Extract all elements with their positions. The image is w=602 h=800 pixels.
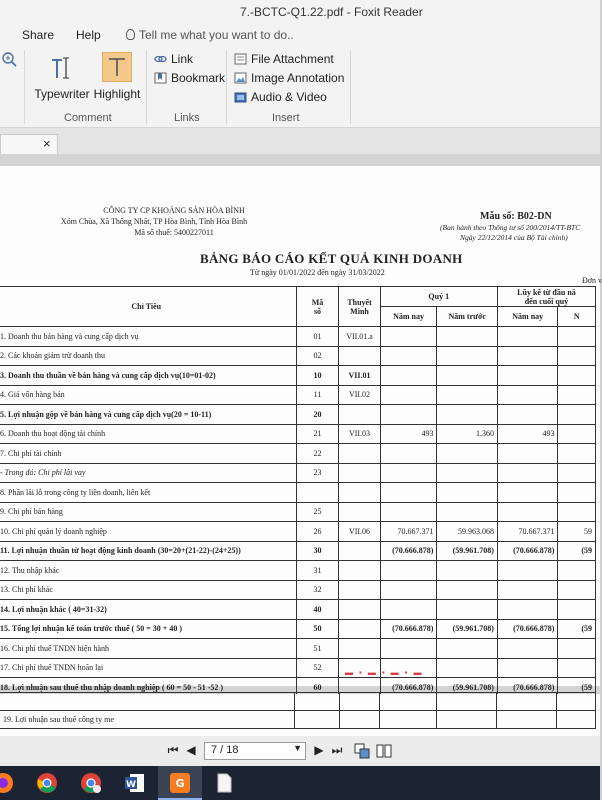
red-stamp-mark: ▬ ▪ ▬ ▪ ▬ ▪ ▬ xyxy=(345,668,424,677)
cell-label: 6. Doanh thu hoạt động tài chính xyxy=(0,424,296,444)
company-name: CÔNG TY CP KHOÁNG SẢN HÒA BÌNH xyxy=(103,206,245,215)
cell-y-prev xyxy=(558,561,596,581)
cell-label: 8. Phần lãi lỗ trong công ty liên doanh, liên kết xyxy=(0,483,296,503)
cell-y-now: 70.667.371 xyxy=(497,522,557,542)
cell-note xyxy=(339,405,380,425)
cell-label: 10. Chi phí quản lý doanh nghiệp xyxy=(0,522,296,542)
cell-label: 9. Chi phí bán hàng xyxy=(0,502,296,522)
cell-label: 2. Các khoản giảm trừ doanh thu xyxy=(0,346,296,366)
title-bar xyxy=(0,0,600,26)
header-quy: Quý 1 xyxy=(380,287,497,307)
link-icon xyxy=(154,53,167,65)
cell-note: VII.03 xyxy=(339,424,380,444)
cell-q-prev xyxy=(437,366,497,386)
firefox-icon[interactable] xyxy=(0,772,14,794)
cell-note xyxy=(339,483,380,503)
table-row xyxy=(0,639,596,659)
cell-code: 11 xyxy=(296,385,339,405)
table-row xyxy=(0,463,596,483)
cell-y-now: (70.666.878) xyxy=(497,678,557,698)
cell-label: 5. Lợi nhuận gộp về bán hàng và cung cấp dịch vụ(20 = 10-11) xyxy=(0,405,296,425)
cell-q-prev: 59.963.068 xyxy=(437,522,497,542)
header-luy-ke-line1: Lũy kế từ đầu nă xyxy=(517,287,576,297)
cell-note xyxy=(339,541,380,561)
menu-help[interactable]: Help xyxy=(76,28,101,42)
cell-y-prev xyxy=(558,502,596,522)
cell-note: VII.02 xyxy=(339,385,380,405)
cell-code xyxy=(296,483,339,503)
header-nam-truoc: Năm trước xyxy=(437,307,497,327)
cell-label: 3. Doanh thu thuần về bán hàng và cung cấp dịch vụ(10=01-02) xyxy=(0,366,296,386)
svg-text:G: G xyxy=(175,777,185,790)
link-label: Link xyxy=(171,52,194,66)
cell-label: 4. Giá vốn hàng bán xyxy=(0,385,296,405)
header-chi-tieu: Chỉ Tiêu xyxy=(0,287,296,327)
file-attachment-icon xyxy=(234,53,247,65)
table-row xyxy=(0,619,596,639)
cell-note xyxy=(339,463,380,483)
zoom-icon[interactable] xyxy=(0,50,18,68)
cell-y-now xyxy=(497,600,557,620)
cell-q-now: (70.666.878) xyxy=(380,541,437,561)
cell-note xyxy=(339,561,380,581)
cell-y-prev xyxy=(558,483,596,503)
cell-code: 31 xyxy=(296,561,339,581)
header-ma-so-line2: số xyxy=(313,306,322,316)
chevron-down-icon: ▼ xyxy=(293,743,302,753)
cell-q-prev: (59.961.708) xyxy=(437,619,497,639)
form-issued-date: Ngày 22/12/2014 của Bộ Tài chính) xyxy=(460,233,568,242)
header-nam-truoc-2: N xyxy=(558,307,596,327)
cell-q-now xyxy=(380,444,437,464)
cell-code: 02 xyxy=(296,346,339,366)
taskbar xyxy=(0,766,600,800)
cell-code: 52 xyxy=(296,658,339,678)
cell-q-prev xyxy=(437,405,497,425)
cell-code: 22 xyxy=(296,444,339,464)
cell-label: 1. Doanh thu bán hàng và cung cấp dịch vụ xyxy=(0,327,296,347)
cell-q-prev: (59.961.708) xyxy=(437,541,497,561)
cell-y-now xyxy=(497,405,557,425)
header-ma-so xyxy=(296,287,339,327)
document-viewer[interactable] xyxy=(0,154,600,736)
cell-code: 21 xyxy=(296,424,339,444)
cell-q-prev xyxy=(437,580,497,600)
cell-q-prev xyxy=(437,561,497,581)
cell-note xyxy=(339,619,380,639)
audio-video-button[interactable] xyxy=(234,90,330,105)
audio-video-label: Audio & Video xyxy=(251,90,327,104)
cell-code: 40 xyxy=(296,600,339,620)
cell-note xyxy=(339,600,380,620)
table-row xyxy=(0,541,596,561)
cell-q-prev xyxy=(437,385,497,405)
cell-q-prev xyxy=(437,463,497,483)
chrome-icon[interactable] xyxy=(36,772,58,794)
typewriter-label: Typewriter xyxy=(34,87,90,101)
comment-group-label: Comment xyxy=(64,112,112,124)
cell-q-prev xyxy=(437,502,497,522)
cell-q-now xyxy=(380,483,437,503)
cell-q-prev: 1.360 xyxy=(437,424,497,444)
last-page-icon[interactable]: ⏭ xyxy=(331,743,343,757)
table-row xyxy=(0,405,596,425)
cell-code: 51 xyxy=(296,639,339,659)
image-annotation-icon xyxy=(234,72,247,84)
table-row xyxy=(0,346,596,366)
cell-y-now xyxy=(497,366,557,386)
highlight-label: Highlight xyxy=(93,87,141,101)
header-nam-nay-2: Năm nay xyxy=(497,307,557,327)
cell-y-now: 493 xyxy=(497,424,557,444)
cell-y-now: (70.666.878) xyxy=(497,541,557,561)
table-row xyxy=(0,424,596,444)
cell-y-prev: (59 xyxy=(558,619,596,639)
table-row xyxy=(0,522,596,542)
cell-y-prev: (59 xyxy=(558,678,596,698)
document-tab-strip xyxy=(0,128,600,154)
form-number: Mẫu số: B02-DN xyxy=(480,211,552,222)
cell-label: 11. Lợi nhuận thuần từ hoạt động kinh doanh (30=20+(21-22)-(24+25)) xyxy=(0,541,296,561)
cell-code: 50 xyxy=(296,619,339,639)
cell-q-prev xyxy=(437,658,497,678)
form-issued-by: (Ban hành theo Thông tư số 200/2014/TT-BTC xyxy=(440,223,581,232)
cell-q-prev xyxy=(437,327,497,347)
cell-label: 12. Thu nhập khác xyxy=(0,561,296,581)
cell-label: 18. Lợi nhuận sau thuế thu nhập doanh nghiệp ( 60 = 50 - 51 -52 ) xyxy=(0,678,296,698)
cell-y-now xyxy=(497,385,557,405)
cell-code: 23 xyxy=(296,463,339,483)
cell-note: VII.01.a xyxy=(339,327,380,347)
cell-q-now xyxy=(380,463,437,483)
header-luy-ke xyxy=(497,287,595,307)
header-nam-nay: Năm nay xyxy=(380,307,437,327)
chrome-profile-icon[interactable] xyxy=(80,772,102,794)
table-row xyxy=(0,444,596,464)
link-button[interactable] xyxy=(154,52,214,67)
cell-y-prev xyxy=(558,463,596,483)
cell-note xyxy=(339,444,380,464)
cell-y-prev xyxy=(558,658,596,678)
cell-note xyxy=(339,346,380,366)
bookmark-label: Bookmark xyxy=(171,71,226,85)
table-row xyxy=(0,580,596,600)
table-row xyxy=(0,561,596,581)
highlight-button[interactable] xyxy=(94,50,140,106)
svg-text:W: W xyxy=(126,780,136,790)
file-icon[interactable] xyxy=(213,772,235,794)
menu-bar xyxy=(0,26,600,46)
cell-y-now xyxy=(497,561,557,581)
cell-y-now xyxy=(497,444,557,464)
table-row xyxy=(0,502,596,522)
highlight-icon xyxy=(106,56,128,78)
table-row xyxy=(0,600,596,620)
cell-q-now xyxy=(380,366,437,386)
table-body xyxy=(0,327,596,698)
company-address: Xóm Chùa, Xã Thống Nhất, TP Hòa Bình, Tỉnh Hòa Bình xyxy=(60,217,248,226)
cell-note: VII.06 xyxy=(339,522,380,542)
cell-q-now xyxy=(380,385,437,405)
cell-y-now xyxy=(497,658,557,678)
pdf-page xyxy=(0,166,602,692)
links-group-label: Links xyxy=(174,112,200,124)
cell-q-prev: (59.961.708) xyxy=(437,678,497,698)
cell-label: 15. Tổng lợi nhuận kế toán trước thuế ( 50 = 30 + 40 ) xyxy=(0,619,296,639)
cell-q-now xyxy=(380,600,437,620)
cell-y-prev: 59 xyxy=(558,522,596,542)
page-number-value: 7 / 18 xyxy=(211,744,239,756)
cell-note xyxy=(339,639,380,659)
word-icon[interactable] xyxy=(124,772,146,794)
bookmark-button[interactable] xyxy=(154,71,226,86)
highlight-icon-bg xyxy=(102,52,132,82)
cell-q-now xyxy=(380,327,437,347)
page-number-select[interactable] xyxy=(204,742,306,760)
cell-q-now: 70.667.371 xyxy=(380,522,437,542)
cell-code: 60 xyxy=(296,678,339,698)
table-row xyxy=(0,385,596,405)
cell-label: - Trong đó: Chi phí lãi vay xyxy=(0,463,296,483)
cell-q-now: (70.666.878) xyxy=(380,619,437,639)
cell-q-now xyxy=(380,580,437,600)
cell-code: 26 xyxy=(296,522,339,542)
foxit-icon[interactable] xyxy=(169,772,191,794)
document-tab[interactable] xyxy=(0,134,58,154)
unit-label: Đơn v xyxy=(582,276,602,285)
cell-y-prev xyxy=(558,346,596,366)
header-ma-so-line1: Mã xyxy=(311,297,324,307)
cell-y-now xyxy=(497,483,557,503)
typewriter-icon xyxy=(48,54,76,82)
cell-y-prev xyxy=(558,639,596,659)
next-page-row-label: 19. Lợi nhuận sau thuế công ty me xyxy=(0,711,294,729)
ribbon xyxy=(0,46,600,128)
cell-y-prev: (59 xyxy=(558,541,596,561)
first-page-icon[interactable]: ⏮ xyxy=(167,743,179,757)
image-annotation-button[interactable] xyxy=(234,71,346,86)
facing-view-icon[interactable] xyxy=(376,743,392,759)
cell-q-prev xyxy=(437,346,497,366)
cell-q-now xyxy=(380,639,437,659)
cell-q-now xyxy=(380,405,437,425)
cell-note: VII.01 xyxy=(339,366,380,386)
table-row xyxy=(0,483,596,503)
cell-q-prev xyxy=(437,444,497,464)
cell-label: 16. Chi phí thuế TNDN hiện hành xyxy=(0,639,296,659)
cell-q-now: (70.666.878) xyxy=(380,678,437,698)
cell-q-now: 493 xyxy=(380,424,437,444)
page-navigation-bar xyxy=(0,736,600,766)
file-attachment-button[interactable] xyxy=(234,52,334,67)
previous-page-icon[interactable]: ◀ xyxy=(186,743,196,757)
cell-y-now xyxy=(497,580,557,600)
cell-y-now xyxy=(497,639,557,659)
image-annotation-label: Image Annotation xyxy=(251,71,345,85)
next-page-table xyxy=(0,692,596,729)
cell-q-prev xyxy=(437,483,497,503)
tell-me-search[interactable] xyxy=(126,28,294,42)
cell-y-prev xyxy=(558,600,596,620)
next-page-icon[interactable]: ▶ xyxy=(314,743,324,757)
lightbulb-icon xyxy=(126,29,135,40)
table-row xyxy=(0,658,596,678)
cell-code: 10 xyxy=(296,366,339,386)
cell-q-now xyxy=(380,346,437,366)
cell-y-prev xyxy=(558,444,596,464)
report-title: BẢNG BÁO CÁO KẾT QUẢ KINH DOANH xyxy=(200,251,463,266)
cell-label: 14. Lợi nhuận khác ( 40=31-32) xyxy=(0,600,296,620)
cell-y-prev xyxy=(558,327,596,347)
cell-q-now xyxy=(380,502,437,522)
report-date-range: Từ ngày 01/01/2022 đến ngày 31/03/2022 xyxy=(250,268,385,277)
cell-y-now xyxy=(497,327,557,347)
header-thuyet-minh-line2: Minh xyxy=(350,306,369,316)
cell-q-now xyxy=(380,561,437,581)
header-luy-ke-line2: đến cuối quý xyxy=(524,296,569,306)
cell-code: 20 xyxy=(296,405,339,425)
cell-y-now: (70.666.878) xyxy=(497,619,557,639)
cell-y-prev xyxy=(558,405,596,425)
menu-share[interactable]: Share xyxy=(22,28,55,42)
cell-y-now xyxy=(497,463,557,483)
header-thuyet-minh xyxy=(339,287,380,327)
window-title: 7.-BCTC-Q1.22.pdf - Foxit Reader xyxy=(240,5,423,19)
income-statement-table xyxy=(0,286,596,698)
cell-code: 30 xyxy=(296,541,339,561)
cell-note xyxy=(339,502,380,522)
cell-y-now xyxy=(497,502,557,522)
cell-label: 13. Chi phí khác xyxy=(0,580,296,600)
table-row xyxy=(0,366,596,386)
file-attachment-label: File Attachment xyxy=(251,52,334,66)
cell-y-prev xyxy=(558,366,596,386)
typewriter-button[interactable] xyxy=(34,50,90,106)
cell-label: 7. Chi phí tài chính xyxy=(0,444,296,464)
bookmark-icon xyxy=(154,72,167,84)
cell-code: 32 xyxy=(296,580,339,600)
insert-group-label: Insert xyxy=(272,112,300,124)
tell-me-text: Tell me what you want to do.. xyxy=(139,28,294,42)
close-tab-icon[interactable]: × xyxy=(43,136,51,151)
table-row xyxy=(0,327,596,347)
cell-q-prev xyxy=(437,600,497,620)
cell-y-now xyxy=(497,346,557,366)
cell-y-prev xyxy=(558,385,596,405)
cell-code: 01 xyxy=(296,327,339,347)
cell-y-prev xyxy=(558,424,596,444)
cell-y-prev xyxy=(558,580,596,600)
audio-video-icon xyxy=(234,91,247,103)
cell-note xyxy=(339,580,380,600)
company-tax-code: Mã số thuế: 5400227011 xyxy=(134,228,214,237)
cell-label: 17. Chi phí thuế TNDN hoãn lại xyxy=(0,658,296,678)
header-thuyet-minh-line1: Thuyết xyxy=(347,297,372,307)
continuous-view-icon[interactable] xyxy=(354,743,370,759)
cell-q-prev xyxy=(437,639,497,659)
cell-code: 25 xyxy=(296,502,339,522)
